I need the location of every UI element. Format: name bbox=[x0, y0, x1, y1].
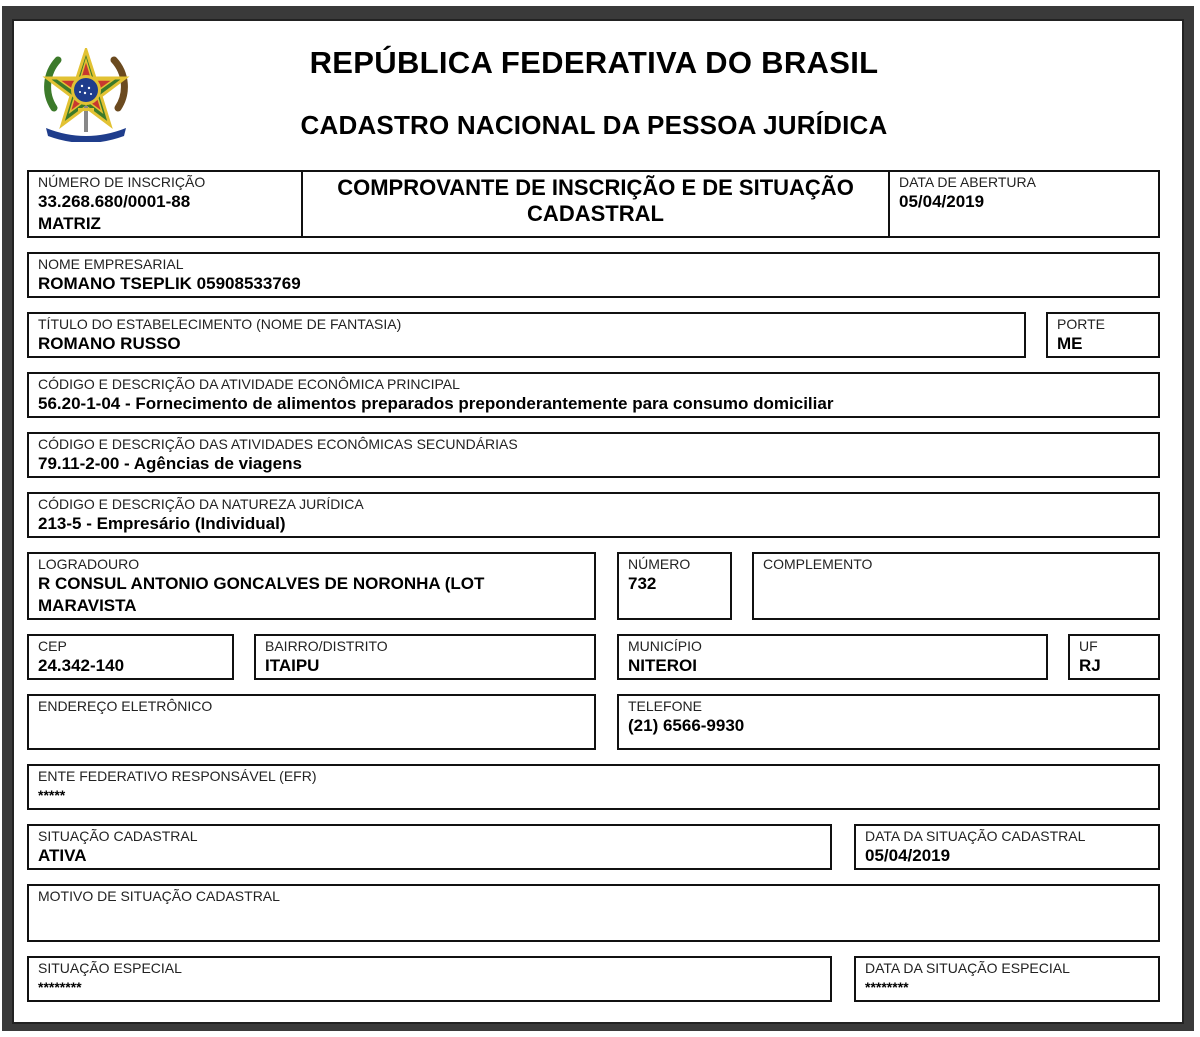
telefone-box bbox=[617, 694, 1160, 750]
situacao-especial-value: ******** bbox=[38, 979, 82, 995]
inscricao-box bbox=[27, 170, 303, 238]
porte-value: ME bbox=[1057, 334, 1083, 353]
numero-box bbox=[617, 552, 732, 620]
numero-value: 732 bbox=[628, 574, 657, 593]
data-situacao-cadastral-box bbox=[854, 824, 1160, 870]
logradouro-line2: MARAVISTA bbox=[38, 596, 137, 615]
situacao-especial-label: SITUAÇÃO ESPECIAL bbox=[38, 960, 182, 976]
situacao-cadastral-box bbox=[27, 824, 832, 870]
titulo-estabelecimento-value: ROMANO RUSSO bbox=[38, 334, 181, 353]
document-title-line2: CADASTRAL bbox=[527, 201, 664, 226]
numero-label: NÚMERO bbox=[628, 556, 691, 572]
municipio-box bbox=[617, 634, 1048, 680]
complemento-box bbox=[752, 552, 1160, 620]
cep-box bbox=[27, 634, 234, 680]
efr-value: ***** bbox=[38, 787, 66, 803]
document-title-box bbox=[301, 170, 890, 238]
data-situacao-especial-value: ******** bbox=[865, 979, 909, 995]
atividades-secundarias-box bbox=[27, 432, 1160, 478]
logradouro-box bbox=[27, 552, 596, 620]
bairro-box bbox=[254, 634, 596, 680]
porte-box bbox=[1046, 312, 1160, 358]
complemento-label: COMPLEMENTO bbox=[763, 556, 873, 572]
situacao-especial-box bbox=[27, 956, 832, 1002]
nome-empresarial-box bbox=[27, 252, 1160, 298]
data-situacao-especial-label: DATA DA SITUAÇÃO ESPECIAL bbox=[865, 960, 1070, 976]
motivo-situacao-label: MOTIVO DE SITUAÇÃO CADASTRAL bbox=[38, 888, 280, 904]
natureza-juridica-value: 213-5 - Empresário (Individual) bbox=[38, 514, 286, 533]
abertura-value: 05/04/2019 bbox=[899, 192, 985, 211]
atividade-principal-value: 56.20-1-04 - Fornecimento de alimentos preparados preponderantemente para consumo domiciliar bbox=[38, 394, 834, 413]
logradouro-line1: R CONSUL ANTONIO GONCALVES DE NORONHA (LOT bbox=[38, 574, 485, 593]
bairro-label: BAIRRO/DISTRITO bbox=[265, 638, 388, 654]
atividades-secundarias-label: CÓDIGO E DESCRIÇÃO DAS ATIVIDADES ECONÔMICAS SECUNDÁRIAS bbox=[38, 436, 518, 452]
republic-title: REPÚBLICA FEDERATIVA DO BRASIL bbox=[309, 45, 879, 80]
porte-label: PORTE bbox=[1057, 316, 1105, 332]
abertura-box bbox=[888, 170, 1160, 238]
natureza-juridica-label: CÓDIGO E DESCRIÇÃO DA NATUREZA JURÍDICA bbox=[38, 496, 364, 512]
abertura-label: DATA DE ABERTURA bbox=[899, 174, 1036, 190]
data-situacao-cadastral-value: 05/04/2019 bbox=[865, 846, 951, 865]
uf-label: UF bbox=[1079, 638, 1098, 654]
document-title-line1: COMPROVANTE DE INSCRIÇÃO E DE SITUAÇÃO bbox=[337, 175, 854, 200]
atividade-principal-label: CÓDIGO E DESCRIÇÃO DA ATIVIDADE ECONÔMICA PRINCIPAL bbox=[38, 376, 460, 392]
inscricao-label: NÚMERO DE INSCRIÇÃO bbox=[38, 174, 206, 190]
uf-value: RJ bbox=[1079, 656, 1101, 675]
efr-label: ENTE FEDERATIVO RESPONSÁVEL (EFR) bbox=[38, 768, 317, 784]
cep-value: 24.342-140 bbox=[38, 656, 125, 675]
titulo-estabelecimento-box bbox=[27, 312, 1026, 358]
titulo-estabelecimento-label: TÍTULO DO ESTABELECIMENTO (NOME DE FANTASIA) bbox=[38, 316, 402, 332]
atividades-secundarias-value: 79.11-2-00 - Agências de viagens bbox=[38, 454, 302, 473]
uf-box bbox=[1068, 634, 1160, 680]
data-situacao-cadastral-label: DATA DA SITUAÇÃO CADASTRAL bbox=[865, 828, 1086, 844]
municipio-value: NITEROI bbox=[628, 656, 697, 675]
efr-box bbox=[27, 764, 1160, 810]
situacao-cadastral-value: ATIVA bbox=[38, 846, 87, 865]
telefone-value: (21) 6566-9930 bbox=[628, 716, 745, 735]
endereco-eletronico-label: ENDEREÇO ELETRÔNICO bbox=[38, 698, 213, 714]
logradouro-label: LOGRADOURO bbox=[38, 556, 140, 572]
atividade-principal-box bbox=[27, 372, 1160, 418]
nome-empresarial-label: NOME EMPRESARIAL bbox=[38, 256, 184, 272]
telefone-label: TELEFONE bbox=[628, 698, 702, 714]
bairro-value: ITAIPU bbox=[265, 656, 320, 675]
natureza-juridica-box bbox=[27, 492, 1160, 538]
registry-subtitle: CADASTRO NACIONAL DA PESSOA JURÍDICA bbox=[300, 110, 888, 140]
inscricao-type: MATRIZ bbox=[38, 214, 101, 233]
motivo-situacao-box bbox=[27, 884, 1160, 942]
data-situacao-especial-box bbox=[854, 956, 1160, 1002]
endereco-eletronico-box bbox=[27, 694, 596, 750]
situacao-cadastral-label: SITUAÇÃO CADASTRAL bbox=[38, 828, 198, 844]
nome-empresarial-value: ROMANO TSEPLIK 05908533769 bbox=[38, 274, 301, 293]
cep-label: CEP bbox=[38, 638, 67, 654]
inscricao-number: 33.268.680/0001-88 bbox=[38, 192, 191, 211]
municipio-label: MUNICÍPIO bbox=[628, 638, 702, 654]
